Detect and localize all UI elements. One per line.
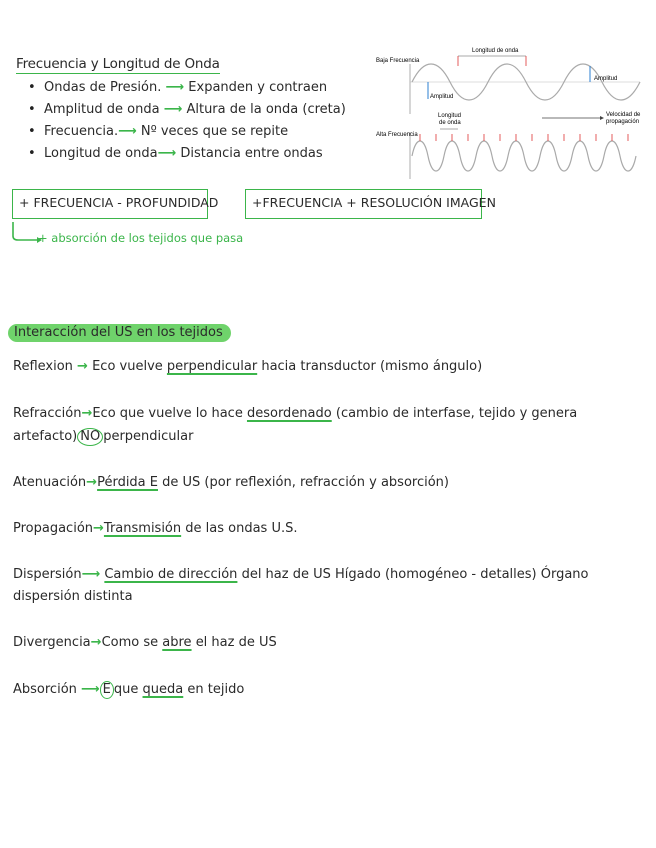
- list-item: [24, 77, 346, 99]
- term: Dispersión: [13, 567, 82, 582]
- arrow-icon: →: [90, 635, 102, 650]
- term: Reflexion: [13, 359, 73, 374]
- underlined-text: perpendicular: [166, 359, 258, 374]
- def-reflexion: [13, 355, 482, 378]
- def-dispersion-line2: [13, 585, 133, 608]
- circled-text: E: [100, 681, 114, 699]
- bullet-def: Distancia entre ondas: [180, 146, 323, 161]
- text: de US (por reflexión, refracción y absorción): [162, 475, 449, 490]
- highlighted-heading: Interacción del US en los tejidos: [8, 324, 231, 342]
- bullet-term: Ondas de Presión.: [44, 80, 162, 95]
- underlined-text: Pérdida E: [97, 475, 158, 490]
- underlined-text: Transmisión: [103, 521, 182, 536]
- text: artefacto): [13, 429, 78, 444]
- arrow-icon: ⟶: [163, 102, 183, 117]
- underlined-text: queda: [142, 682, 184, 697]
- arrow-icon: ⟶: [81, 567, 101, 582]
- term: Divergencia: [13, 635, 91, 650]
- def-refraccion: [13, 402, 577, 425]
- wave-diagram: [372, 44, 646, 184]
- box-frecuencia-resolucion: +FRECUENCIA + RESOLUCIÓN IMAGEN: [245, 189, 482, 219]
- arrow-icon: →: [93, 521, 104, 536]
- text: Como se: [101, 635, 159, 650]
- def-divergencia: [13, 631, 277, 654]
- underlined-text: desordenado: [246, 406, 332, 421]
- amplitude-label-left: Amplitud: [430, 94, 454, 100]
- list-item: [24, 121, 346, 143]
- list-item: [24, 99, 346, 121]
- list-item: [24, 143, 346, 165]
- arrow-icon: →: [81, 406, 93, 421]
- wavelength-top-label: Longitud de onda: [472, 48, 519, 54]
- def-atenuacion: [13, 471, 449, 494]
- absorcion-note: + absorción de los tejidos que pasa: [38, 231, 244, 245]
- bullet-term: Longitud de onda: [44, 146, 158, 161]
- underlined-text: Cambio de dirección: [104, 567, 238, 582]
- arrow-icon: →: [86, 475, 98, 490]
- text: del haz de US Hígado (homogéneo - detalles) Órgano: [241, 567, 589, 582]
- amplitude-label-right: Amplitud: [594, 76, 618, 82]
- arrow-icon: ⟶: [157, 146, 177, 161]
- box-frecuencia-profundidad: + FRECUENCIA - PROFUNDIDAD: [12, 189, 208, 219]
- text: que: [113, 682, 139, 697]
- text: de las ondas U.S.: [185, 521, 298, 536]
- text: perpendicular: [103, 429, 194, 444]
- section-heading-interaccion: [8, 321, 231, 340]
- text: (cambio de interfase, tejido y genera: [335, 406, 578, 421]
- velocity-arrowhead: [600, 116, 604, 120]
- bullet-def: Expanden y contraen: [188, 80, 328, 95]
- text: dispersión distinta: [13, 589, 133, 604]
- section-title-frecuencia: Frecuencia y Longitud de Onda: [16, 56, 220, 72]
- text: Eco vuelve: [92, 359, 163, 374]
- def-absorcion: [13, 678, 244, 701]
- arrow-icon: ⟶: [81, 682, 100, 697]
- high-frequency-markers: [420, 134, 628, 141]
- bullet-term: Amplitud de onda: [44, 102, 160, 117]
- term: Atenuación: [13, 475, 87, 490]
- bullet-def: Nº veces que se repite: [140, 124, 289, 139]
- term: Propagación: [13, 521, 94, 536]
- high-frequency-wave: [412, 141, 636, 171]
- velocity-label-2: propagación: [606, 119, 640, 125]
- def-propagacion: [13, 517, 298, 540]
- def-refraccion-line2: [13, 425, 193, 448]
- text: en tejido: [187, 682, 245, 697]
- underlined-text: abre: [162, 635, 192, 650]
- wavelength-mid-label: Longitud: [438, 113, 462, 119]
- arrow-icon: →: [77, 359, 88, 374]
- arrow-icon: ⟶: [165, 80, 185, 95]
- term: Refracción: [13, 406, 82, 421]
- high-frequency-label: Alta Frecuencia: [376, 132, 418, 138]
- bullet-def: Altura de la onda (creta): [186, 102, 346, 117]
- text: Eco que vuelve lo hace: [92, 406, 243, 421]
- wavelength-mid-label-2: de onda: [439, 120, 461, 126]
- bullet-list: [24, 77, 346, 165]
- term: Absorción: [13, 682, 77, 697]
- def-dispersion: [13, 563, 589, 586]
- text: el haz de US: [195, 635, 277, 650]
- velocity-label: Velocidad de: [606, 112, 641, 118]
- text: hacia transductor (mismo ángulo): [261, 359, 483, 374]
- bullet-term: Frecuencia.: [44, 124, 119, 139]
- arrow-icon: ⟶: [118, 124, 137, 139]
- circled-text: NO: [77, 428, 103, 446]
- low-frequency-label: Baja Frecuencia: [376, 58, 420, 64]
